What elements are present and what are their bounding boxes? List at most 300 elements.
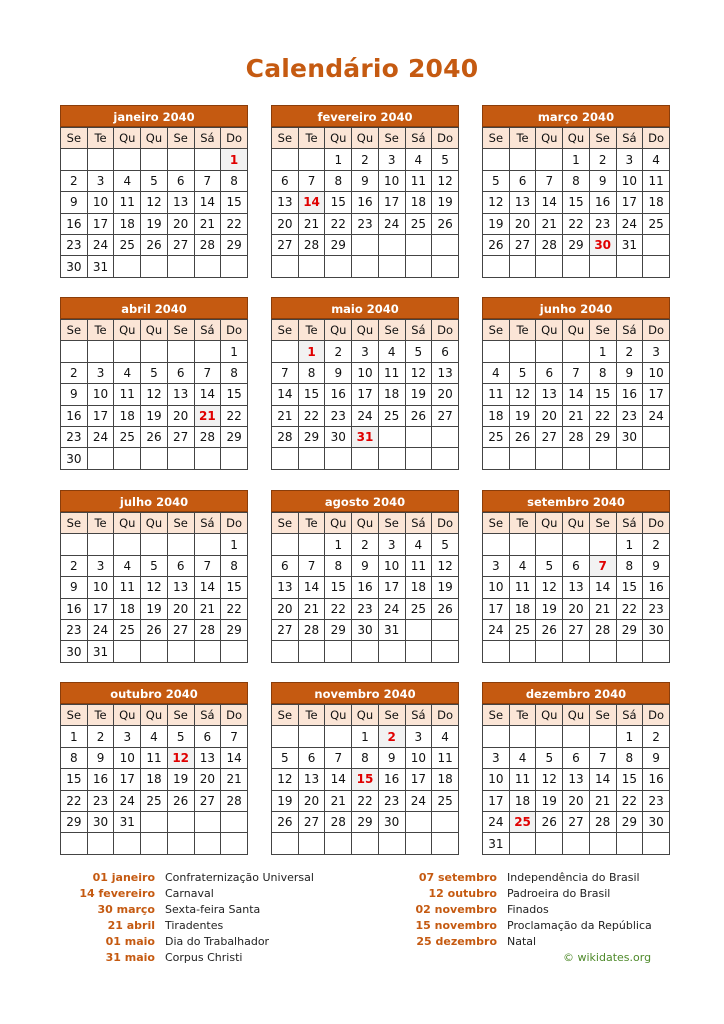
day-cell: 8 <box>352 747 379 768</box>
weekday-header: Qu <box>114 320 141 341</box>
month-title: agosto 2040 <box>271 490 459 512</box>
week-row <box>61 811 248 832</box>
day-cell: 6 <box>298 747 325 768</box>
month-title: maio 2040 <box>271 297 459 319</box>
weekday-header: Se <box>61 128 88 149</box>
day-cell: 10 <box>378 170 405 191</box>
weekday-header: Qu <box>141 705 168 726</box>
empty-cell <box>378 641 405 662</box>
day-cell: 17 <box>87 598 114 619</box>
day-cell: 16 <box>325 384 352 405</box>
day-cell: 4 <box>114 362 141 383</box>
day-cell: 23 <box>643 598 670 619</box>
week-row <box>61 149 248 170</box>
empty-cell <box>432 234 459 255</box>
weekday-header: Sá <box>616 320 643 341</box>
empty-cell <box>405 426 432 447</box>
day-cell: 5 <box>536 555 563 576</box>
holiday-row <box>0 870 314 886</box>
weekday-header: Te <box>87 705 114 726</box>
weekday-header: Se <box>61 513 88 534</box>
empty-cell <box>405 448 432 469</box>
day-cell: 29 <box>616 811 643 832</box>
day-cell: 23 <box>643 790 670 811</box>
empty-cell <box>509 641 536 662</box>
empty-cell <box>221 641 248 662</box>
empty-cell <box>87 448 114 469</box>
day-cell: 3 <box>87 362 114 383</box>
week-row <box>483 619 670 640</box>
empty-cell <box>272 448 299 469</box>
weekday-header: Te <box>509 705 536 726</box>
empty-cell <box>87 341 114 362</box>
day-cell: 18 <box>378 384 405 405</box>
weekday-header: Qu <box>141 320 168 341</box>
weekday-header: Se <box>272 513 299 534</box>
day-cell: 23 <box>352 598 379 619</box>
week-row <box>61 619 248 640</box>
day-cell: 26 <box>432 598 459 619</box>
day-cell: 12 <box>405 362 432 383</box>
day-cell: 12 <box>141 384 168 405</box>
empty-cell <box>352 256 379 277</box>
day-cell: 23 <box>616 405 643 426</box>
empty-cell <box>141 534 168 555</box>
day-cell: 19 <box>272 790 299 811</box>
day-cell: 19 <box>432 192 459 213</box>
day-cell: 4 <box>643 149 670 170</box>
holiday-date: 12 outubro <box>428 887 497 900</box>
day-cell: 31 <box>616 234 643 255</box>
weekday-header: Se <box>378 513 405 534</box>
holiday-name: Padroeira do Brasil <box>507 887 611 900</box>
month-title: novembro 2040 <box>271 682 459 704</box>
week-row <box>61 448 248 469</box>
weekday-row <box>61 320 248 341</box>
weekday-row <box>483 320 670 341</box>
day-cell: 26 <box>141 426 168 447</box>
empty-cell <box>589 726 616 747</box>
day-cell: 13 <box>563 577 590 598</box>
day-cell: 9 <box>61 192 88 213</box>
day-cell: 1 <box>325 149 352 170</box>
week-row <box>272 726 459 747</box>
empty-cell <box>509 149 536 170</box>
empty-cell <box>536 534 563 555</box>
day-cell: 10 <box>616 170 643 191</box>
weekday-header: Sá <box>194 705 221 726</box>
week-row <box>61 256 248 277</box>
week-row <box>272 555 459 576</box>
empty-cell <box>298 149 325 170</box>
empty-cell <box>432 811 459 832</box>
weekday-row <box>483 513 670 534</box>
holiday-date: 21 abril <box>107 919 155 932</box>
day-cell: 15 <box>221 192 248 213</box>
weekday-row <box>483 705 670 726</box>
empty-cell <box>298 448 325 469</box>
month-table <box>482 704 670 855</box>
week-row <box>272 256 459 277</box>
week-row <box>61 641 248 662</box>
day-cell: 13 <box>563 769 590 790</box>
day-cell: 27 <box>563 619 590 640</box>
day-cell: 20 <box>298 790 325 811</box>
day-cell: 21 <box>298 598 325 619</box>
month-title: abril 2040 <box>60 297 248 319</box>
month-table <box>482 512 670 663</box>
empty-cell <box>194 811 221 832</box>
day-cell: 30 <box>643 811 670 832</box>
month-title: dezembro 2040 <box>482 682 670 704</box>
empty-cell <box>298 534 325 555</box>
day-cell: 25 <box>378 405 405 426</box>
month-table <box>482 319 670 470</box>
day-cell: 24 <box>483 811 510 832</box>
day-cell: 26 <box>536 619 563 640</box>
week-row <box>61 534 248 555</box>
day-cell: 27 <box>272 234 299 255</box>
day-cell: 7 <box>298 170 325 191</box>
empty-cell <box>352 234 379 255</box>
day-cell: 20 <box>167 598 194 619</box>
weekday-header: Te <box>509 128 536 149</box>
day-cell: 8 <box>221 555 248 576</box>
day-cell: 29 <box>616 619 643 640</box>
holiday-name: Confraternização Universal <box>165 871 314 884</box>
day-cell: 24 <box>114 790 141 811</box>
day-cell: 29 <box>221 619 248 640</box>
empty-cell <box>194 833 221 854</box>
holiday-name: Tiradentes <box>165 919 224 932</box>
weekday-header: Sá <box>405 320 432 341</box>
month-title: fevereiro 2040 <box>271 105 459 127</box>
day-cell: 9 <box>325 362 352 383</box>
empty-cell <box>405 833 432 854</box>
weekday-header: Do <box>432 128 459 149</box>
empty-cell <box>378 448 405 469</box>
day-cell: 24 <box>405 790 432 811</box>
weekday-header: Sá <box>194 320 221 341</box>
empty-cell <box>194 534 221 555</box>
day-cell: 25 <box>432 790 459 811</box>
day-cell: 14 <box>589 769 616 790</box>
weekday-row <box>61 128 248 149</box>
week-row <box>483 811 670 832</box>
empty-cell <box>194 641 221 662</box>
empty-cell <box>167 341 194 362</box>
day-cell: 27 <box>432 405 459 426</box>
week-row <box>483 170 670 191</box>
day-cell: 9 <box>352 170 379 191</box>
holiday-day-cell: 25 <box>509 811 536 832</box>
empty-cell <box>87 149 114 170</box>
empty-cell <box>563 448 590 469</box>
weekday-header: Qu <box>536 513 563 534</box>
day-cell: 11 <box>405 555 432 576</box>
day-cell: 12 <box>536 769 563 790</box>
day-cell: 18 <box>509 598 536 619</box>
day-cell: 6 <box>167 170 194 191</box>
day-cell: 21 <box>589 790 616 811</box>
day-cell: 22 <box>221 405 248 426</box>
weekday-header: Qu <box>141 513 168 534</box>
holiday-day-cell: 21 <box>194 405 221 426</box>
week-row <box>483 234 670 255</box>
week-row <box>483 747 670 768</box>
day-cell: 8 <box>298 362 325 383</box>
day-cell: 14 <box>563 384 590 405</box>
empty-cell <box>536 448 563 469</box>
empty-cell <box>536 149 563 170</box>
day-cell: 2 <box>61 555 88 576</box>
day-cell: 5 <box>272 747 299 768</box>
day-cell: 13 <box>432 362 459 383</box>
empty-cell <box>114 341 141 362</box>
day-cell: 30 <box>352 619 379 640</box>
empty-cell <box>114 833 141 854</box>
day-cell: 8 <box>221 170 248 191</box>
weekday-header: Se <box>61 705 88 726</box>
empty-cell <box>509 833 536 854</box>
day-cell: 17 <box>483 790 510 811</box>
day-cell: 9 <box>643 555 670 576</box>
holiday-date: 31 maio <box>105 951 155 964</box>
empty-cell <box>298 641 325 662</box>
day-cell: 4 <box>509 747 536 768</box>
day-cell: 5 <box>141 170 168 191</box>
day-cell: 1 <box>61 726 88 747</box>
day-cell: 7 <box>589 747 616 768</box>
day-cell: 14 <box>536 192 563 213</box>
empty-cell <box>509 256 536 277</box>
week-row <box>272 362 459 383</box>
holiday-day-cell: 1 <box>221 149 248 170</box>
empty-cell <box>221 833 248 854</box>
day-cell: 25 <box>483 426 510 447</box>
day-cell: 10 <box>114 747 141 768</box>
holiday-row <box>0 886 314 902</box>
month-title: setembro 2040 <box>482 490 670 512</box>
month-title: janeiro 2040 <box>60 105 248 127</box>
empty-cell <box>563 833 590 854</box>
day-cell: 12 <box>509 384 536 405</box>
day-cell: 11 <box>432 747 459 768</box>
week-row <box>61 362 248 383</box>
holiday-day-cell: 15 <box>352 769 379 790</box>
empty-cell <box>298 833 325 854</box>
week-row <box>61 577 248 598</box>
week-row <box>272 577 459 598</box>
empty-cell <box>167 811 194 832</box>
empty-cell <box>194 341 221 362</box>
empty-cell <box>272 726 299 747</box>
day-cell: 6 <box>167 362 194 383</box>
day-cell: 29 <box>61 811 88 832</box>
weekday-row <box>272 705 459 726</box>
week-row <box>61 192 248 213</box>
weekday-header: Qu <box>325 320 352 341</box>
weekday-header: Sá <box>194 513 221 534</box>
weekday-header: Qu <box>352 705 379 726</box>
day-cell: 13 <box>272 577 299 598</box>
day-cell: 3 <box>616 149 643 170</box>
weekday-header: Se <box>483 128 510 149</box>
empty-cell <box>643 448 670 469</box>
weekday-header: Te <box>87 320 114 341</box>
month-calendar <box>482 682 670 855</box>
day-cell: 20 <box>272 598 299 619</box>
empty-cell <box>589 833 616 854</box>
weekday-header: Qu <box>114 128 141 149</box>
month-title: março 2040 <box>482 105 670 127</box>
day-cell: 27 <box>272 619 299 640</box>
day-cell: 10 <box>352 362 379 383</box>
week-row <box>272 641 459 662</box>
day-cell: 12 <box>141 577 168 598</box>
empty-cell <box>563 256 590 277</box>
holiday-list-left <box>0 870 314 966</box>
day-cell: 1 <box>616 726 643 747</box>
day-cell: 1 <box>589 341 616 362</box>
day-cell: 7 <box>325 747 352 768</box>
day-cell: 26 <box>272 811 299 832</box>
day-cell: 21 <box>194 213 221 234</box>
day-cell: 13 <box>298 769 325 790</box>
empty-cell <box>325 448 352 469</box>
month-calendar <box>271 490 459 663</box>
holiday-name: Dia do Trabalhador <box>165 935 270 948</box>
week-row <box>272 213 459 234</box>
empty-cell <box>141 811 168 832</box>
day-cell: 16 <box>87 769 114 790</box>
day-cell: 11 <box>509 577 536 598</box>
day-cell: 31 <box>87 256 114 277</box>
day-cell: 24 <box>643 405 670 426</box>
empty-cell <box>352 448 379 469</box>
day-cell: 10 <box>87 384 114 405</box>
day-cell: 25 <box>643 213 670 234</box>
day-cell: 15 <box>221 384 248 405</box>
day-cell: 19 <box>141 213 168 234</box>
day-cell: 6 <box>272 170 299 191</box>
month-table <box>60 319 248 470</box>
day-cell: 6 <box>432 341 459 362</box>
day-cell: 11 <box>378 362 405 383</box>
week-row <box>483 405 670 426</box>
weekday-header: Qu <box>536 705 563 726</box>
weekday-row <box>272 128 459 149</box>
holiday-date: 14 fevereiro <box>79 887 155 900</box>
day-cell: 20 <box>167 213 194 234</box>
day-cell: 17 <box>405 769 432 790</box>
weekday-header: Se <box>378 128 405 149</box>
day-cell: 2 <box>589 149 616 170</box>
day-cell: 29 <box>325 234 352 255</box>
day-cell: 9 <box>643 747 670 768</box>
day-cell: 22 <box>298 405 325 426</box>
empty-cell <box>167 534 194 555</box>
day-cell: 16 <box>61 405 88 426</box>
day-cell: 22 <box>325 598 352 619</box>
empty-cell <box>483 641 510 662</box>
month-table <box>271 319 459 470</box>
weekday-header: Te <box>87 513 114 534</box>
weekday-header: Te <box>509 320 536 341</box>
day-cell: 5 <box>432 149 459 170</box>
day-cell: 5 <box>141 362 168 383</box>
weekday-header: Te <box>298 128 325 149</box>
day-cell: 25 <box>405 213 432 234</box>
empty-cell <box>378 833 405 854</box>
credit-link[interactable]: © wikidates.org <box>563 951 652 964</box>
week-row <box>483 726 670 747</box>
day-cell: 7 <box>298 555 325 576</box>
holiday-row <box>400 934 652 950</box>
day-cell: 16 <box>616 384 643 405</box>
month-calendar <box>60 105 248 278</box>
day-cell: 25 <box>114 426 141 447</box>
empty-cell <box>272 256 299 277</box>
weekday-header: Se <box>167 320 194 341</box>
day-cell: 15 <box>221 577 248 598</box>
holiday-day-cell: 2 <box>378 726 405 747</box>
empty-cell <box>167 256 194 277</box>
day-cell: 19 <box>141 405 168 426</box>
day-cell: 15 <box>325 577 352 598</box>
week-row <box>61 555 248 576</box>
day-cell: 16 <box>61 213 88 234</box>
day-cell: 28 <box>325 811 352 832</box>
day-cell: 29 <box>298 426 325 447</box>
week-row <box>272 448 459 469</box>
day-cell: 21 <box>221 769 248 790</box>
empty-cell <box>325 726 352 747</box>
weekday-header: Do <box>221 320 248 341</box>
empty-cell <box>61 534 88 555</box>
weekday-header: Se <box>483 320 510 341</box>
empty-cell <box>221 811 248 832</box>
day-cell: 20 <box>563 598 590 619</box>
weekday-header: Sá <box>194 128 221 149</box>
day-cell: 18 <box>643 192 670 213</box>
empty-cell <box>167 448 194 469</box>
week-row <box>272 149 459 170</box>
week-row <box>61 833 248 854</box>
weekday-header: Do <box>643 320 670 341</box>
day-cell: 3 <box>114 726 141 747</box>
day-cell: 22 <box>589 405 616 426</box>
day-cell: 20 <box>272 213 299 234</box>
week-row <box>272 341 459 362</box>
day-cell: 17 <box>87 405 114 426</box>
day-cell: 18 <box>141 769 168 790</box>
day-cell: 11 <box>405 170 432 191</box>
week-row <box>61 598 248 619</box>
month-calendar <box>271 105 459 278</box>
empty-cell <box>141 641 168 662</box>
month-table <box>60 704 248 855</box>
empty-cell <box>536 726 563 747</box>
day-cell: 21 <box>536 213 563 234</box>
day-cell: 7 <box>194 170 221 191</box>
day-cell: 28 <box>563 426 590 447</box>
day-cell: 15 <box>298 384 325 405</box>
day-cell: 14 <box>194 192 221 213</box>
day-cell: 22 <box>221 213 248 234</box>
day-cell: 14 <box>221 747 248 768</box>
empty-cell <box>616 448 643 469</box>
